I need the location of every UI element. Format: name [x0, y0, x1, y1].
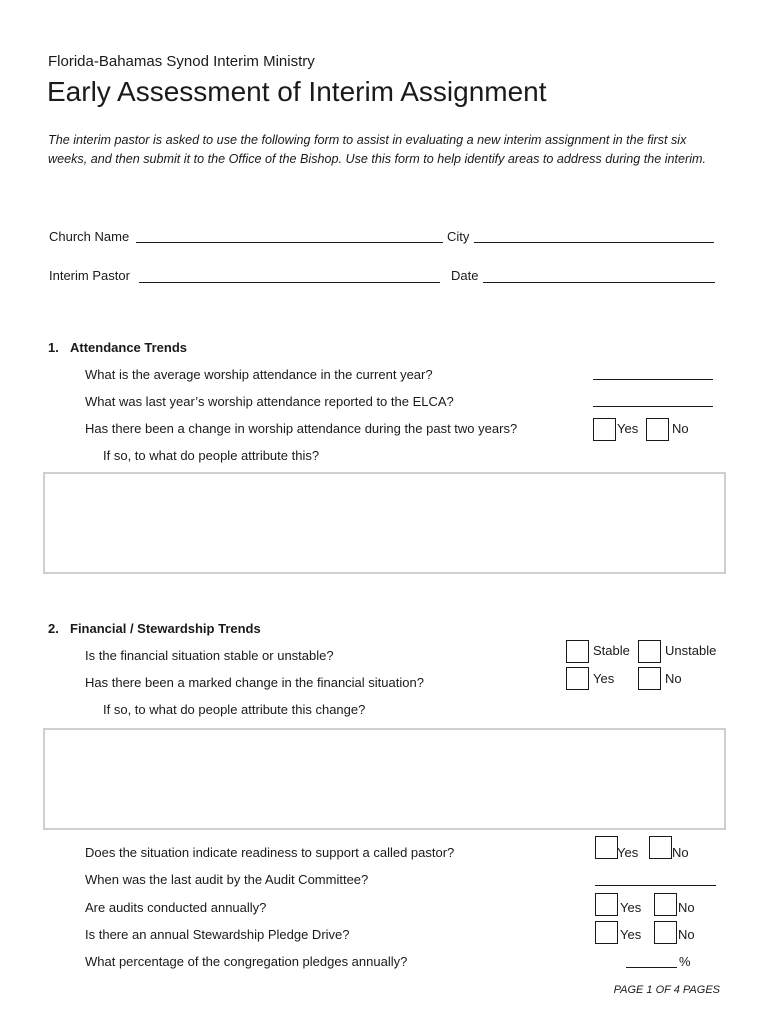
audits-annual-no-label: No — [678, 900, 695, 915]
percent-sign: % — [679, 954, 691, 969]
pledge-drive-question: Is there an annual Stewardship Pledge Drive? — [85, 927, 350, 942]
financial-stable-checkbox[interactable] — [566, 640, 589, 663]
attendance-change-no-checkbox[interactable] — [646, 418, 669, 441]
attendance-current-question: What is the average worship attendance in the current year? — [85, 367, 433, 382]
section1-number: 1. — [48, 340, 59, 355]
date-label: Date — [451, 268, 479, 283]
page-number: PAGE 1 OF 4 PAGES — [613, 984, 720, 996]
financial-change-no-checkbox[interactable] — [638, 667, 661, 690]
called-pastor-no-checkbox[interactable] — [649, 836, 672, 859]
pledge-drive-yes-label: Yes — [620, 927, 642, 942]
attendance-change-yes-label: Yes — [617, 421, 639, 436]
attendance-attribute-question: If so, to what do people attribute this? — [103, 448, 320, 463]
attendance-last-year-question: What was last year’s worship attendance reported to the ELCA? — [85, 394, 454, 409]
financial-unstable-checkbox[interactable] — [638, 640, 661, 663]
audits-annual-yes-checkbox[interactable] — [595, 893, 618, 916]
financial-attribute-question: If so, to what do people attribute this change? — [103, 702, 366, 717]
organization-name: Florida-Bahamas Synod Interim Ministry — [48, 53, 315, 70]
pledge-percentage-question: What percentage of the congregation pledges annually? — [85, 954, 408, 969]
financial-change-yes-checkbox[interactable] — [566, 667, 589, 690]
city-label: City — [447, 229, 470, 244]
attendance-change-yes-checkbox[interactable] — [593, 418, 616, 441]
financial-unstable-label: Unstable — [665, 643, 717, 658]
called-pastor-yes-checkbox[interactable] — [595, 836, 618, 859]
called-pastor-yes-label: Yes — [617, 845, 639, 860]
form-title: Early Assessment of Interim Assignment — [47, 76, 547, 107]
called-pastor-no-label: No — [672, 845, 689, 860]
financial-stable-label: Stable — [593, 643, 630, 658]
financial-change-question: Has there been a marked change in the financial situation? — [85, 675, 424, 690]
interim-pastor-label: Interim Pastor — [49, 268, 130, 283]
attendance-attribute-textarea[interactable] — [43, 472, 726, 574]
audits-annual-no-checkbox[interactable] — [654, 893, 677, 916]
financial-change-yes-label: Yes — [593, 671, 615, 686]
attendance-current-field[interactable] — [593, 379, 713, 380]
section1-title: Attendance Trends — [70, 340, 188, 355]
audits-annual-yes-label: Yes — [620, 900, 642, 915]
attendance-change-question: Has there been a change in worship attendance during the past two years? — [85, 421, 518, 436]
pledge-drive-no-checkbox[interactable] — [654, 921, 677, 944]
financial-attribute-textarea[interactable] — [43, 728, 726, 830]
financial-stable-question: Is the financial situation stable or unstable? — [85, 648, 334, 663]
pledge-drive-no-label: No — [678, 927, 695, 942]
interim-pastor-field[interactable] — [139, 282, 440, 283]
called-pastor-question: Does the situation indicate readiness to support a called pastor? — [85, 845, 455, 860]
city-field[interactable] — [474, 242, 714, 243]
date-field[interactable] — [483, 282, 715, 283]
section2-number: 2. — [48, 621, 59, 636]
financial-change-no-label: No — [665, 671, 682, 686]
audits-annual-question: Are audits conducted annually? — [85, 900, 267, 915]
attendance-last-year-field[interactable] — [593, 406, 713, 407]
pledge-drive-yes-checkbox[interactable] — [595, 921, 618, 944]
last-audit-question: When was the last audit by the Audit Committee? — [85, 872, 369, 887]
church-name-field[interactable] — [136, 242, 443, 243]
attendance-change-no-label: No — [672, 421, 689, 436]
church-name-label: Church Name — [49, 229, 130, 244]
section2-title: Financial / Stewardship Trends — [70, 621, 261, 636]
intro-text: The interim pastor is asked to use the following form to assist in evaluating a new interim assignment in the first six weeks, and then submit it to the Office of the Bishop. Use this form to help identify areas to address during the interim. — [48, 133, 707, 166]
pledge-percentage-field[interactable] — [626, 967, 677, 968]
last-audit-field[interactable] — [595, 885, 716, 886]
